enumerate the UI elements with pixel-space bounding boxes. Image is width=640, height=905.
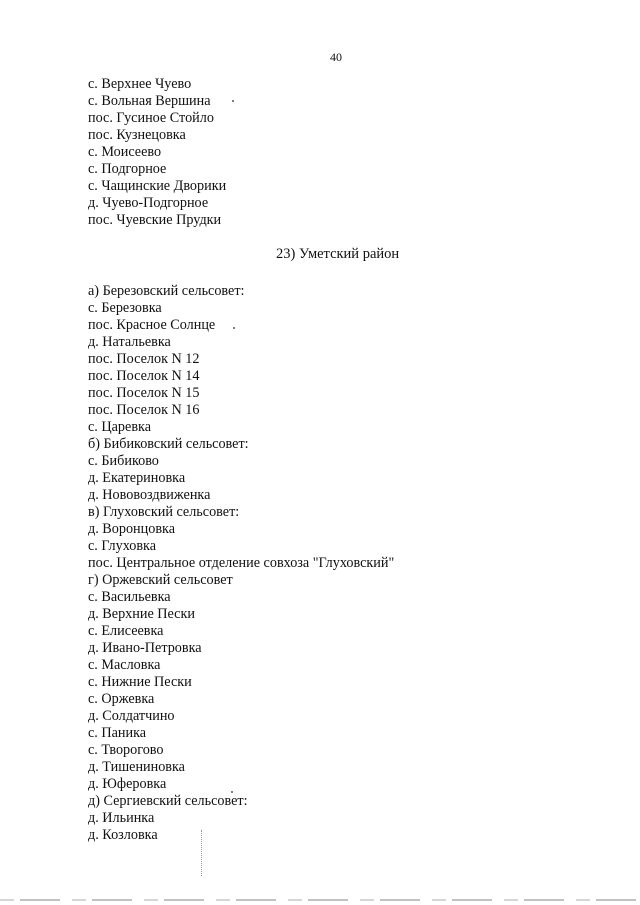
scan-speck	[232, 100, 234, 102]
list-item: с. Творогово	[88, 742, 164, 758]
list-item: д. Ильинка	[88, 810, 155, 826]
list-item: д. Ивано-Петровка	[88, 640, 202, 656]
list-item: д. Натальевка	[88, 334, 171, 350]
page-number: 40	[330, 50, 342, 64]
list-item: д. Чуево-Подгорное	[88, 195, 209, 211]
list-item: пос. Чуевские Прудки	[88, 212, 222, 228]
council-heading: в) Глуховский сельсовет:	[88, 504, 240, 520]
list-item: с. Нижние Пески	[88, 674, 192, 690]
council-heading: б) Бибиковский сельсовет:	[88, 436, 249, 452]
district-heading: 23) Уметский район	[276, 246, 400, 262]
list-item: с. Царевка	[88, 419, 151, 435]
scan-artifact	[201, 830, 203, 876]
scan-speck	[233, 327, 235, 329]
list-item: с. Чащинские Дворики	[88, 178, 227, 194]
list-item: с. Елисеевка	[88, 623, 164, 639]
list-item: д. Воронцовка	[88, 521, 176, 537]
list-item: с. Васильевка	[88, 589, 171, 605]
council-heading: а) Березовский сельсовет:	[88, 283, 245, 299]
list-item: с. Моисеево	[88, 144, 162, 160]
council-heading: д) Сергиевский сельсовет:	[88, 793, 248, 809]
list-item: с. Паника	[88, 725, 147, 741]
list-item: д. Екатериновка	[88, 470, 186, 486]
list-item: с. Бибиково	[88, 453, 159, 469]
list-item: пос. Поселок N 12	[88, 351, 200, 367]
list-item: д. Тишениновка	[88, 759, 185, 775]
list-item: с. Березовка	[88, 300, 162, 316]
list-item: пос. Поселок N 16	[88, 402, 200, 418]
list-item: с. Глуховка	[88, 538, 157, 554]
list-item: пос. Поселок N 15	[88, 385, 200, 401]
list-item: пос. Кузнецовка	[88, 127, 186, 143]
list-item: пос. Поселок N 14	[88, 368, 200, 384]
list-item: пос. Центральное отделение совхоза "Глуховский"	[88, 555, 395, 571]
council-heading: г) Оржевский сельсовет	[88, 572, 233, 588]
list-item: с. Оржевка	[88, 691, 155, 707]
list-item: с. Подгорное	[88, 161, 167, 177]
list-item: с. Вольная Вершина	[88, 93, 211, 109]
scan-speck	[231, 791, 233, 793]
list-item: д. Солдатчино	[88, 708, 175, 724]
list-item: пос. Красное Солнце	[88, 317, 216, 333]
list-item: с. Верхнее Чуево	[88, 76, 192, 92]
list-item: с. Масловка	[88, 657, 161, 673]
list-item: д. Верхние Пески	[88, 606, 195, 622]
list-item: пос. Гусиное Стойло	[88, 110, 214, 126]
list-item: д. Козловка	[88, 827, 158, 843]
list-item: д. Нововоздвиженка	[88, 487, 211, 503]
list-item: д. Юферовка	[88, 776, 167, 792]
scan-edge-line	[0, 899, 640, 901]
